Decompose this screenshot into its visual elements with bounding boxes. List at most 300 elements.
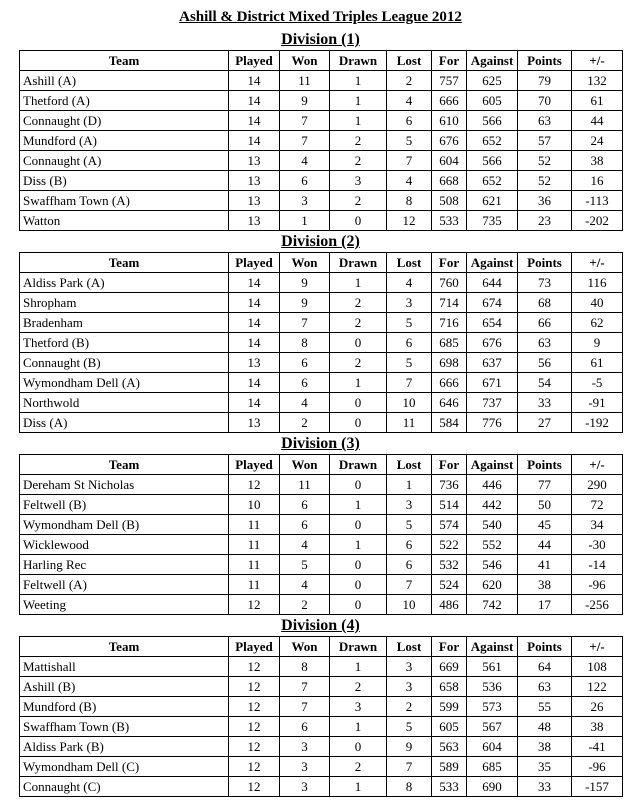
column-header-won: Won xyxy=(280,455,330,475)
column-header-diff: +/- xyxy=(572,637,623,657)
cell-for: 685 xyxy=(432,333,467,353)
division-1 xyxy=(19,30,622,231)
column-header-for: For xyxy=(432,51,467,71)
table-row xyxy=(20,717,623,737)
cell-diff: -202 xyxy=(572,211,623,231)
cell-points: 63 xyxy=(518,111,572,131)
standings-table xyxy=(19,636,623,797)
cell-lost: 4 xyxy=(387,273,432,293)
cell-lost: 3 xyxy=(387,495,432,515)
cell-team: Ashill (A) xyxy=(20,71,229,91)
cell-won: 2 xyxy=(280,595,330,615)
cell-against: 446 xyxy=(467,475,518,495)
cell-lost: 9 xyxy=(387,737,432,757)
cell-won: 8 xyxy=(280,333,330,353)
cell-drawn: 0 xyxy=(330,475,387,495)
cell-lost: 4 xyxy=(387,91,432,111)
column-header-for: For xyxy=(432,253,467,273)
cell-team: Connaught (C) xyxy=(20,777,229,797)
cell-drawn: 2 xyxy=(330,191,387,211)
table-row xyxy=(20,657,623,677)
cell-points: 33 xyxy=(518,393,572,413)
cell-played: 12 xyxy=(229,475,280,495)
cell-drawn: 0 xyxy=(330,393,387,413)
table-row xyxy=(20,475,623,495)
cell-for: 676 xyxy=(432,131,467,151)
cell-points: 35 xyxy=(518,757,572,777)
cell-against: 552 xyxy=(467,535,518,555)
table-row xyxy=(20,273,623,293)
cell-team: Dereham St Nicholas xyxy=(20,475,229,495)
cell-drawn: 2 xyxy=(330,131,387,151)
cell-lost: 8 xyxy=(387,191,432,211)
cell-diff: 9 xyxy=(572,333,623,353)
cell-for: 589 xyxy=(432,757,467,777)
cell-diff: 108 xyxy=(572,657,623,677)
cell-played: 14 xyxy=(229,91,280,111)
table-row xyxy=(20,777,623,797)
cell-for: 533 xyxy=(432,777,467,797)
cell-diff: 116 xyxy=(572,273,623,293)
cell-drawn: 0 xyxy=(330,333,387,353)
cell-team: Diss (A) xyxy=(20,413,229,433)
cell-played: 10 xyxy=(229,495,280,515)
cell-team: Connaught (A) xyxy=(20,151,229,171)
cell-drawn: 1 xyxy=(330,71,387,91)
cell-diff: -96 xyxy=(572,575,623,595)
cell-against: 776 xyxy=(467,413,518,433)
cell-diff: -256 xyxy=(572,595,623,615)
cell-points: 79 xyxy=(518,71,572,91)
cell-drawn: 1 xyxy=(330,657,387,677)
cell-against: 561 xyxy=(467,657,518,677)
cell-team: Watton xyxy=(20,211,229,231)
cell-won: 4 xyxy=(280,393,330,413)
cell-played: 12 xyxy=(229,595,280,615)
cell-won: 6 xyxy=(280,171,330,191)
cell-won: 2 xyxy=(280,413,330,433)
cell-team: Bradenham xyxy=(20,313,229,333)
cell-team: Feltwell (B) xyxy=(20,495,229,515)
table-row xyxy=(20,111,623,131)
cell-for: 646 xyxy=(432,393,467,413)
cell-lost: 3 xyxy=(387,293,432,313)
cell-played: 12 xyxy=(229,717,280,737)
cell-diff: -41 xyxy=(572,737,623,757)
cell-lost: 1 xyxy=(387,475,432,495)
table-row xyxy=(20,191,623,211)
cell-team: Wymondham Dell (C) xyxy=(20,757,229,777)
header-row xyxy=(20,253,623,273)
cell-against: 737 xyxy=(467,393,518,413)
cell-played: 12 xyxy=(229,757,280,777)
cell-played: 12 xyxy=(229,737,280,757)
column-header-against: Against xyxy=(467,455,518,475)
cell-against: 540 xyxy=(467,515,518,535)
table-row xyxy=(20,293,623,313)
cell-lost: 6 xyxy=(387,555,432,575)
cell-played: 14 xyxy=(229,313,280,333)
column-header-team: Team xyxy=(20,637,229,657)
cell-diff: 61 xyxy=(572,91,623,111)
cell-won: 9 xyxy=(280,273,330,293)
cell-drawn: 3 xyxy=(330,697,387,717)
cell-played: 12 xyxy=(229,697,280,717)
cell-team: Northwold xyxy=(20,393,229,413)
cell-diff: 122 xyxy=(572,677,623,697)
cell-played: 13 xyxy=(229,191,280,211)
cell-played: 13 xyxy=(229,151,280,171)
cell-for: 514 xyxy=(432,495,467,515)
cell-played: 14 xyxy=(229,373,280,393)
cell-diff: 38 xyxy=(572,717,623,737)
cell-for: 757 xyxy=(432,71,467,91)
cell-for: 669 xyxy=(432,657,467,677)
division-heading: Division (4) xyxy=(281,617,360,634)
table-row xyxy=(20,91,623,111)
division-2 xyxy=(19,232,622,433)
cell-against: 652 xyxy=(467,131,518,151)
cell-won: 11 xyxy=(280,475,330,495)
cell-drawn: 0 xyxy=(330,211,387,231)
standings-table xyxy=(19,252,623,433)
cell-team: Connaught (B) xyxy=(20,353,229,373)
cell-for: 524 xyxy=(432,575,467,595)
cell-for: 716 xyxy=(432,313,467,333)
column-header-played: Played xyxy=(229,51,280,71)
division-3 xyxy=(19,434,622,615)
cell-team: Mattishall xyxy=(20,657,229,677)
cell-lost: 6 xyxy=(387,535,432,555)
cell-lost: 10 xyxy=(387,595,432,615)
table-row xyxy=(20,495,623,515)
cell-won: 6 xyxy=(280,353,330,373)
cell-lost: 5 xyxy=(387,515,432,535)
cell-diff: 16 xyxy=(572,171,623,191)
cell-played: 12 xyxy=(229,777,280,797)
cell-for: 533 xyxy=(432,211,467,231)
column-header-against: Against xyxy=(467,51,518,71)
cell-lost: 7 xyxy=(387,151,432,171)
cell-against: 644 xyxy=(467,273,518,293)
cell-drawn: 3 xyxy=(330,171,387,191)
cell-played: 12 xyxy=(229,677,280,697)
cell-diff: -5 xyxy=(572,373,623,393)
column-header-played: Played xyxy=(229,455,280,475)
cell-played: 14 xyxy=(229,333,280,353)
cell-lost: 7 xyxy=(387,757,432,777)
column-header-played: Played xyxy=(229,637,280,657)
cell-against: 604 xyxy=(467,737,518,757)
cell-against: 573 xyxy=(467,697,518,717)
table-row xyxy=(20,697,623,717)
cell-drawn: 2 xyxy=(330,293,387,313)
cell-lost: 8 xyxy=(387,777,432,797)
cell-diff: -91 xyxy=(572,393,623,413)
cell-points: 48 xyxy=(518,717,572,737)
cell-played: 13 xyxy=(229,211,280,231)
cell-won: 4 xyxy=(280,535,330,555)
table-row xyxy=(20,413,623,433)
cell-points: 66 xyxy=(518,313,572,333)
cell-against: 654 xyxy=(467,313,518,333)
cell-lost: 5 xyxy=(387,353,432,373)
column-header-points: Points xyxy=(518,637,572,657)
cell-points: 38 xyxy=(518,575,572,595)
column-header-diff: +/- xyxy=(572,51,623,71)
cell-team: Weeting xyxy=(20,595,229,615)
table-row xyxy=(20,313,623,333)
cell-played: 14 xyxy=(229,111,280,131)
column-header-won: Won xyxy=(280,637,330,657)
cell-points: 36 xyxy=(518,191,572,211)
cell-lost: 2 xyxy=(387,697,432,717)
column-header-team: Team xyxy=(20,51,229,71)
column-header-drawn: Drawn xyxy=(330,51,387,71)
cell-played: 14 xyxy=(229,71,280,91)
cell-lost: 6 xyxy=(387,333,432,353)
cell-diff: -157 xyxy=(572,777,623,797)
column-header-diff: +/- xyxy=(572,455,623,475)
cell-drawn: 2 xyxy=(330,677,387,697)
cell-lost: 11 xyxy=(387,413,432,433)
cell-drawn: 0 xyxy=(330,555,387,575)
table-row xyxy=(20,171,623,191)
cell-against: 671 xyxy=(467,373,518,393)
cell-against: 652 xyxy=(467,171,518,191)
cell-drawn: 0 xyxy=(330,737,387,757)
cell-for: 508 xyxy=(432,191,467,211)
cell-won: 6 xyxy=(280,495,330,515)
cell-drawn: 0 xyxy=(330,595,387,615)
cell-points: 52 xyxy=(518,171,572,191)
division-heading: Division (2) xyxy=(281,233,360,250)
cell-played: 11 xyxy=(229,535,280,555)
cell-for: 658 xyxy=(432,677,467,697)
cell-points: 56 xyxy=(518,353,572,373)
cell-drawn: 2 xyxy=(330,757,387,777)
cell-won: 6 xyxy=(280,515,330,535)
cell-diff: 62 xyxy=(572,313,623,333)
cell-team: Ashill (B) xyxy=(20,677,229,697)
cell-for: 599 xyxy=(432,697,467,717)
division-heading: Division (3) xyxy=(281,435,360,452)
cell-against: 742 xyxy=(467,595,518,615)
cell-lost: 3 xyxy=(387,657,432,677)
cell-played: 12 xyxy=(229,657,280,677)
cell-diff: 26 xyxy=(572,697,623,717)
cell-for: 574 xyxy=(432,515,467,535)
cell-points: 23 xyxy=(518,211,572,231)
cell-won: 9 xyxy=(280,91,330,111)
cell-won: 7 xyxy=(280,131,330,151)
cell-points: 57 xyxy=(518,131,572,151)
cell-diff: 61 xyxy=(572,353,623,373)
cell-drawn: 2 xyxy=(330,151,387,171)
cell-won: 1 xyxy=(280,211,330,231)
column-header-lost: Lost xyxy=(387,253,432,273)
cell-team: Wymondham Dell (B) xyxy=(20,515,229,535)
cell-diff: 38 xyxy=(572,151,623,171)
table-row xyxy=(20,333,623,353)
cell-against: 566 xyxy=(467,111,518,131)
cell-points: 52 xyxy=(518,151,572,171)
cell-diff: 290 xyxy=(572,475,623,495)
cell-lost: 5 xyxy=(387,717,432,737)
cell-for: 604 xyxy=(432,151,467,171)
cell-played: 14 xyxy=(229,273,280,293)
cell-drawn: 1 xyxy=(330,717,387,737)
cell-played: 13 xyxy=(229,353,280,373)
cell-diff: 44 xyxy=(572,111,623,131)
cell-for: 714 xyxy=(432,293,467,313)
cell-diff: -30 xyxy=(572,535,623,555)
cell-team: Diss (B) xyxy=(20,171,229,191)
cell-drawn: 1 xyxy=(330,91,387,111)
cell-for: 584 xyxy=(432,413,467,433)
cell-won: 6 xyxy=(280,373,330,393)
column-header-diff: +/- xyxy=(572,253,623,273)
cell-points: 27 xyxy=(518,413,572,433)
cell-team: Thetford (B) xyxy=(20,333,229,353)
standings-table xyxy=(19,50,623,231)
cell-team: Mundford (A) xyxy=(20,131,229,151)
cell-lost: 4 xyxy=(387,171,432,191)
cell-drawn: 1 xyxy=(330,273,387,293)
division-4 xyxy=(19,616,622,797)
cell-team: Aldiss Park (B) xyxy=(20,737,229,757)
table-row xyxy=(20,555,623,575)
header-row xyxy=(20,455,623,475)
cell-drawn: 1 xyxy=(330,777,387,797)
table-row xyxy=(20,71,623,91)
table-row xyxy=(20,575,623,595)
column-header-team: Team xyxy=(20,253,229,273)
column-header-points: Points xyxy=(518,253,572,273)
cell-diff: -192 xyxy=(572,413,623,433)
cell-diff: 132 xyxy=(572,71,623,91)
cell-team: Thetford (A) xyxy=(20,91,229,111)
column-header-for: For xyxy=(432,637,467,657)
cell-won: 7 xyxy=(280,111,330,131)
cell-diff: 24 xyxy=(572,131,623,151)
cell-for: 532 xyxy=(432,555,467,575)
column-header-lost: Lost xyxy=(387,637,432,657)
cell-diff: -14 xyxy=(572,555,623,575)
table-row xyxy=(20,131,623,151)
cell-lost: 2 xyxy=(387,71,432,91)
cell-drawn: 2 xyxy=(330,353,387,373)
cell-won: 3 xyxy=(280,737,330,757)
cell-points: 63 xyxy=(518,677,572,697)
column-header-against: Against xyxy=(467,253,518,273)
cell-for: 610 xyxy=(432,111,467,131)
table-row xyxy=(20,595,623,615)
cell-lost: 5 xyxy=(387,131,432,151)
cell-won: 4 xyxy=(280,151,330,171)
cell-drawn: 0 xyxy=(330,515,387,535)
header-row xyxy=(20,637,623,657)
cell-played: 13 xyxy=(229,171,280,191)
cell-for: 736 xyxy=(432,475,467,495)
cell-played: 13 xyxy=(229,413,280,433)
cell-drawn: 0 xyxy=(330,413,387,433)
cell-for: 668 xyxy=(432,171,467,191)
cell-played: 14 xyxy=(229,131,280,151)
cell-against: 620 xyxy=(467,575,518,595)
table-row xyxy=(20,151,623,171)
table-row xyxy=(20,535,623,555)
cell-for: 760 xyxy=(432,273,467,293)
table-row xyxy=(20,677,623,697)
cell-played: 11 xyxy=(229,515,280,535)
cell-points: 77 xyxy=(518,475,572,495)
cell-drawn: 0 xyxy=(330,575,387,595)
column-header-points: Points xyxy=(518,51,572,71)
column-header-lost: Lost xyxy=(387,455,432,475)
cell-team: Feltwell (A) xyxy=(20,575,229,595)
cell-against: 442 xyxy=(467,495,518,515)
cell-won: 3 xyxy=(280,777,330,797)
cell-team: Connaught (D) xyxy=(20,111,229,131)
cell-points: 50 xyxy=(518,495,572,515)
cell-team: Mundford (B) xyxy=(20,697,229,717)
cell-won: 4 xyxy=(280,575,330,595)
cell-diff: 72 xyxy=(572,495,623,515)
table-row xyxy=(20,757,623,777)
cell-for: 522 xyxy=(432,535,467,555)
cell-points: 33 xyxy=(518,777,572,797)
cell-for: 666 xyxy=(432,373,467,393)
column-header-against: Against xyxy=(467,637,518,657)
cell-against: 621 xyxy=(467,191,518,211)
column-header-won: Won xyxy=(280,253,330,273)
cell-diff: 40 xyxy=(572,293,623,313)
cell-won: 7 xyxy=(280,697,330,717)
table-row xyxy=(20,737,623,757)
cell-won: 8 xyxy=(280,657,330,677)
cell-points: 41 xyxy=(518,555,572,575)
cell-team: Swaffham Town (A) xyxy=(20,191,229,211)
cell-against: 546 xyxy=(467,555,518,575)
table-row xyxy=(20,515,623,535)
table-row xyxy=(20,211,623,231)
cell-played: 14 xyxy=(229,393,280,413)
cell-against: 637 xyxy=(467,353,518,373)
cell-points: 44 xyxy=(518,535,572,555)
cell-points: 64 xyxy=(518,657,572,677)
cell-for: 563 xyxy=(432,737,467,757)
cell-points: 73 xyxy=(518,273,572,293)
header-row xyxy=(20,51,623,71)
cell-against: 566 xyxy=(467,151,518,171)
cell-drawn: 2 xyxy=(330,313,387,333)
cell-points: 17 xyxy=(518,595,572,615)
cell-team: Harling Rec xyxy=(20,555,229,575)
cell-against: 690 xyxy=(467,777,518,797)
page-title: Ashill & District Mixed Triples League 2012 xyxy=(179,9,462,25)
cell-for: 486 xyxy=(432,595,467,615)
cell-lost: 3 xyxy=(387,677,432,697)
cell-won: 7 xyxy=(280,313,330,333)
cell-team: Wicklewood xyxy=(20,535,229,555)
cell-against: 735 xyxy=(467,211,518,231)
table-row xyxy=(20,353,623,373)
cell-points: 38 xyxy=(518,737,572,757)
cell-drawn: 1 xyxy=(330,373,387,393)
cell-drawn: 1 xyxy=(330,111,387,131)
cell-played: 11 xyxy=(229,555,280,575)
